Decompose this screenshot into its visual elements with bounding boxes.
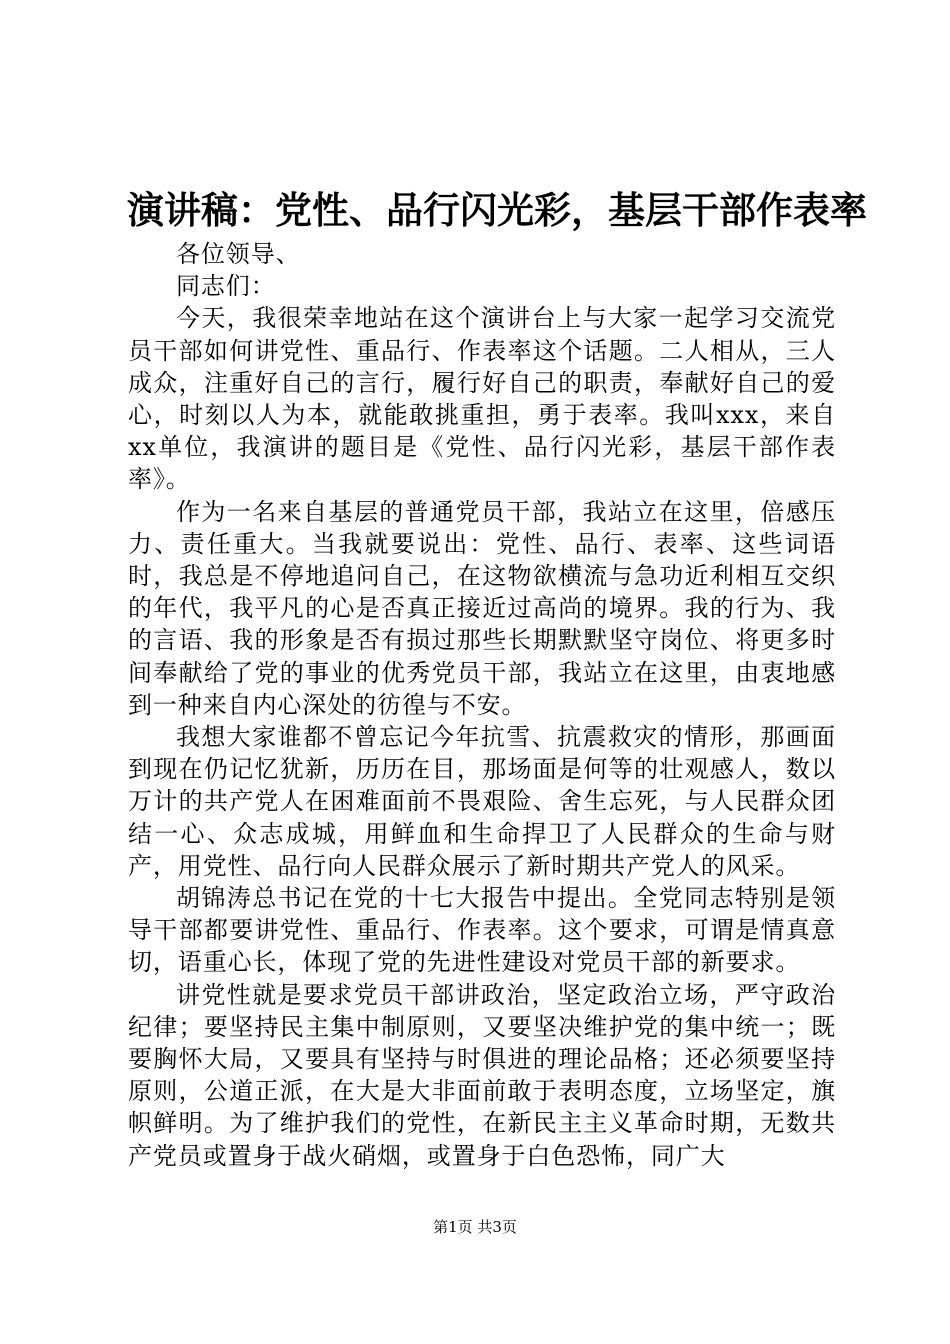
document-title: 演讲稿：党性、品行闪光彩，基层干部作表率: [127, 188, 867, 232]
paragraph-4: 胡锦涛总书记在党的十七大报告中提出。全党同志特别是领导干部都要讲党性、重品行、作表率。这个要求，可谓是情真意切，语重心长，体现了党的先进性建设对党员干部的新要求。: [128, 884, 836, 977]
paragraph-5: 讲党性就是要求党员干部讲政治，坚定政治立场，严守政治纪律；要坚持民主集中制原则，又要坚决维护党的集中统一；既要胸怀大局，又要具有坚持与时俱进的理论品格；还必须要坚持原则，公道正派，在大是大非面前敢于表明态度，立场坚定，旗帜鲜明。为了维护我们的党性，在新民主主义革命时期，无数共产党员或置身于战火硝烟，或置身于白色恐怖，同广大: [128, 980, 836, 1170]
document-body: [128, 238, 836, 1172]
paragraph-2: 作为一名来自基层的普通党员干部，我站立在这里，倍感压力、责任重大。当我就要说出：党性、品行、表率、这些词语时，我总是不停地追问自己，在这物欲横流与急功近利相互交织的年代，我平凡的心是否真正接近过高尚的境界。我的行为、我的言语、我的形象是否有损过那些长期默默坚守岗位、将更多时间奉献给了党的事业的优秀党员干部，我站立在这里，由衷地感到一种来自内心深处的彷徨与不安。: [128, 497, 836, 719]
paragraph-1: 今天，我很荣幸地站在这个演讲台上与大家一起学习交流党员干部如何讲党性、重品行、作表率这个话题。二人相从，三人成众，注重好自己的言行，履行好自己的职责，奉献好自己的爱心，时刻以人为本，就能敢挑重担，勇于表率。我叫xxx，来自xx单位，我演讲的题目是《党性、品行闪光彩，基层干部作表率》。: [128, 304, 836, 494]
salutation-line-1: 各位领导、: [176, 240, 301, 268]
paragraph-3: 我想大家谁都不曾忘记今年抗雪、抗震救灾的情形，那画面到现在仍记忆犹新，历历在目，那场面是何等的壮观感人，数以万计的共产党人在困难面前不畏艰险、舍生忘死，与人民群众团结一心、众志成城，用鲜血和生命捍卫了人民群众的生命与财产，用党性、品行向人民群众展示了新时期共产党人的风采。: [128, 723, 836, 880]
page-number-footer: 第1页 共3页: [433, 1218, 517, 1236]
salutation-line-2: 同志们：: [176, 272, 276, 301]
